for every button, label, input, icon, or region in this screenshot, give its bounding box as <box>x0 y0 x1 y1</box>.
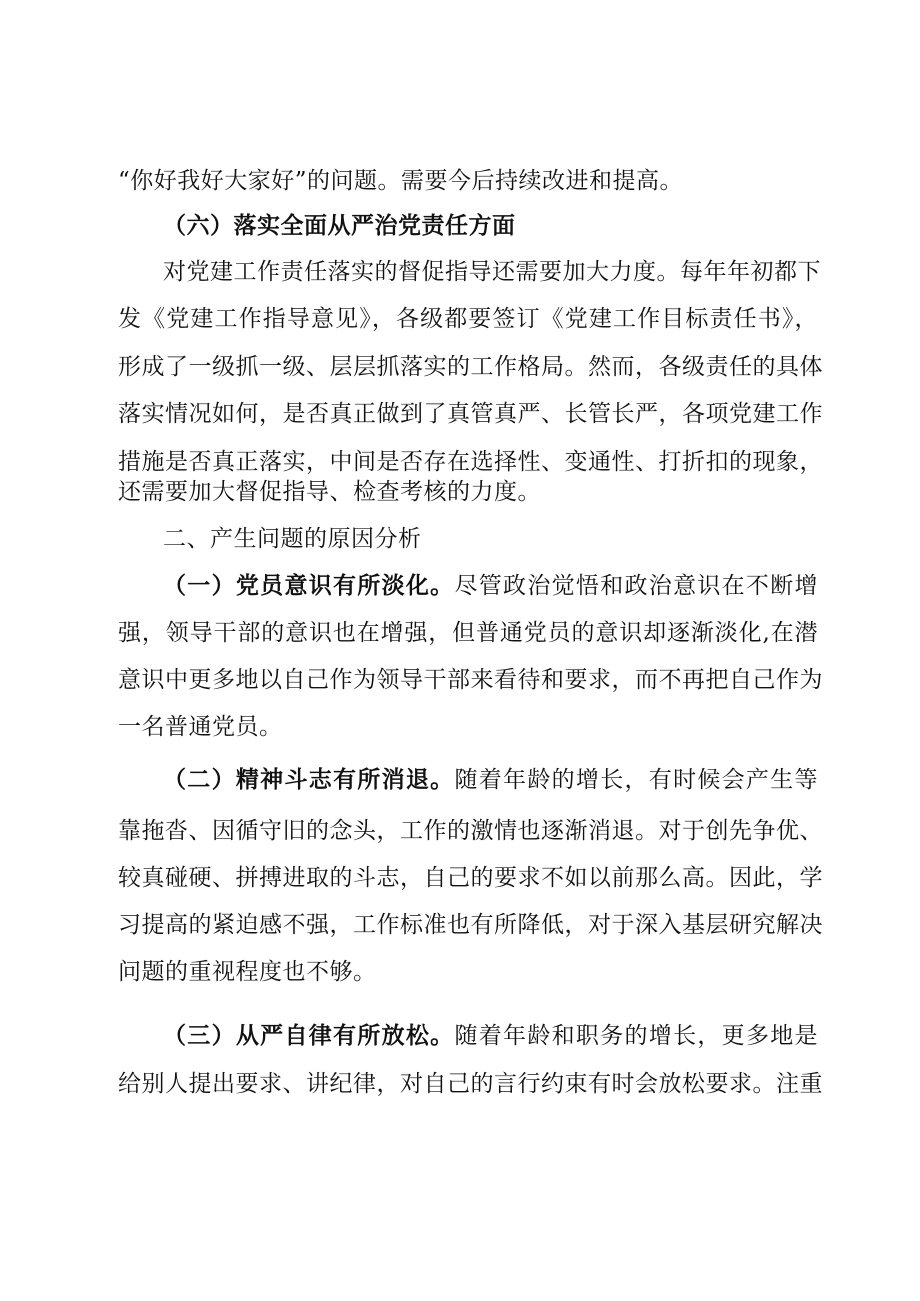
continuation-line: “你好我好大家好”的问题。需要今后持续改进和提高。 <box>118 168 684 194</box>
item-two-first-line <box>163 765 818 795</box>
item-two-first-rest: 随着年龄的增长，有时候会产生等 <box>454 767 819 793</box>
section-six-line-5: 措施是否真正落实，中间是否存在选择性、变通性、打折扣的现象， <box>118 449 823 475</box>
section-six-line-6: 还需要加大督促指导、检查考核的力度。 <box>118 479 541 505</box>
item-one-line-2: 强，领导干部的意识也在增强，但普通党员的意识却逐渐淡化,在潜 <box>118 620 818 646</box>
item-two-line-3: 较真碰硬、拼搏进取的斗志，自己的要求不如以前那么高。因此，学 <box>118 865 823 891</box>
item-two-lead: （二）精神斗志有所消退。 <box>163 766 455 793</box>
item-two-line-5: 问题的重视程度也不够。 <box>118 959 377 985</box>
section-six-line-4: 落实情况如何，是否真正做到了真管真严、长管长严，各项党建工作 <box>118 401 823 427</box>
section-six-heading: （六）落实全面从严治党责任方面 <box>163 212 516 239</box>
item-three-first-rest: 随着年龄和职务的增长，更多地是 <box>454 1023 819 1049</box>
section-six-line-1: 对党建工作责任落实的督促指导还需要加大力度。每年年初都下 <box>163 259 821 285</box>
item-two-line-4: 习提高的紧迫感不强，工作标准也有所降低，对于深入基层研究解决 <box>118 912 823 938</box>
item-one-first-line <box>163 571 818 601</box>
part-two-heading: 二、产生问题的原因分析 <box>163 526 422 552</box>
section-six-line-3: 形成了一级抓一级、层层抓落实的工作格局。然而，各级责任的具体 <box>118 354 823 380</box>
item-one-line-4: 一名普通党员。 <box>118 714 283 740</box>
item-three-line-2: 给别人提出要求、讲纪律，对自己的言行约束有时会放松要求。注重 <box>118 1071 823 1097</box>
item-two-line-2: 靠拖沓、因循守旧的念头，工作的激情也逐渐消退。对于创先争优、 <box>118 818 823 844</box>
section-six-line-2: 发《党建工作指导意见》，各级都要签订《党建工作目标责任书》， <box>118 306 818 332</box>
item-one-line-3: 意识中更多地以自己作为领导干部来看待和要求，而不再把自己作为 <box>118 667 823 693</box>
item-three-first-line <box>163 1021 818 1051</box>
item-three-lead: （三）从严自律有所放松。 <box>163 1022 455 1049</box>
item-one-lead: （一）党员意识有所淡化。 <box>163 572 455 599</box>
item-one-first-rest: 尽管政治觉悟和政治意识在不断增 <box>454 573 819 599</box>
